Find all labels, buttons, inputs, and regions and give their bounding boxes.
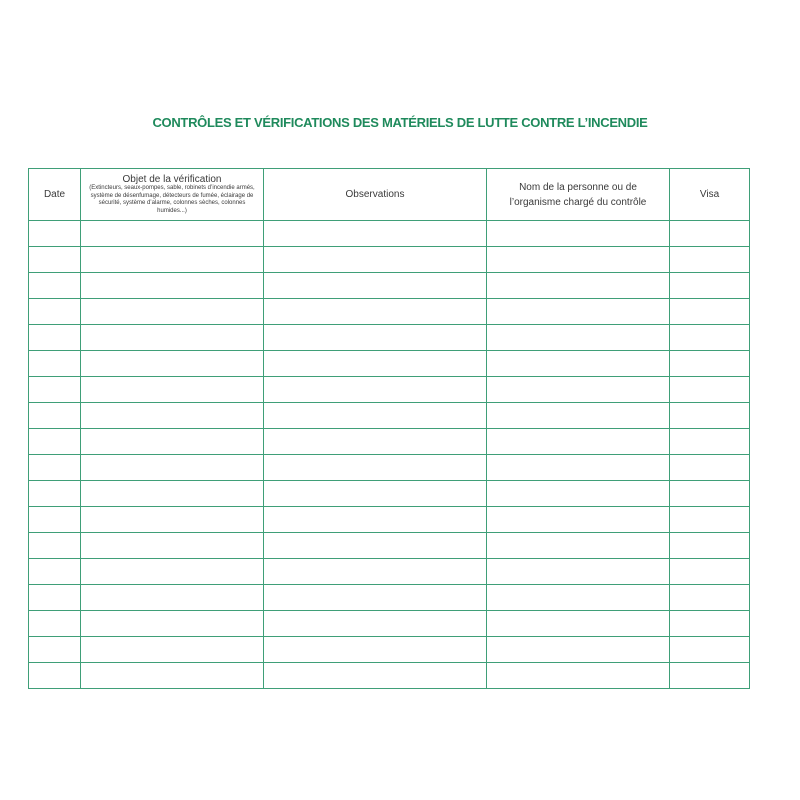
cell-observations[interactable] — [264, 273, 487, 299]
cell-objet[interactable] — [81, 299, 264, 325]
table-row — [29, 299, 750, 325]
table-row — [29, 663, 750, 689]
cell-nom[interactable] — [487, 507, 670, 533]
header-visa: Visa — [670, 169, 750, 221]
table-row — [29, 325, 750, 351]
table-header-row — [29, 169, 750, 221]
cell-date[interactable] — [29, 429, 81, 455]
table-row — [29, 481, 750, 507]
cell-date[interactable] — [29, 273, 81, 299]
header-nom-label: Nom de la personne ou de l’organisme chargé du contrôle — [509, 181, 647, 208]
cell-observations[interactable] — [264, 611, 487, 637]
table-row — [29, 429, 750, 455]
cell-date[interactable] — [29, 663, 81, 689]
header-objet-detail: (Extincteurs, seaux-pompes, sable, robinets d’incendie armés, système de désenfumage, détecteurs de fumée, éclairage de sécurité, système d’alarme, colonnes sèches, colonnes humides...) — [89, 185, 255, 214]
cell-nom[interactable] — [487, 533, 670, 559]
cell-date[interactable] — [29, 585, 81, 611]
cell-observations[interactable] — [264, 351, 487, 377]
table-row — [29, 533, 750, 559]
cell-objet[interactable] — [81, 455, 264, 481]
cell-objet[interactable] — [81, 507, 264, 533]
cell-observations[interactable] — [264, 299, 487, 325]
cell-nom[interactable] — [487, 481, 670, 507]
cell-date[interactable] — [29, 637, 81, 663]
cell-objet[interactable] — [81, 325, 264, 351]
table-row — [29, 507, 750, 533]
table-row — [29, 559, 750, 585]
cell-visa[interactable] — [670, 637, 750, 663]
cell-observations[interactable] — [264, 325, 487, 351]
cell-visa[interactable] — [670, 325, 750, 351]
cell-date[interactable] — [29, 221, 81, 247]
cell-objet[interactable] — [81, 273, 264, 299]
cell-date[interactable] — [29, 507, 81, 533]
cell-date[interactable] — [29, 247, 81, 273]
cell-nom[interactable] — [487, 455, 670, 481]
table-row — [29, 351, 750, 377]
cell-observations[interactable] — [264, 533, 487, 559]
cell-nom[interactable] — [487, 637, 670, 663]
cell-objet[interactable] — [81, 247, 264, 273]
cell-objet[interactable] — [81, 637, 264, 663]
cell-visa[interactable] — [670, 481, 750, 507]
cell-objet[interactable] — [81, 663, 264, 689]
header-nom — [487, 169, 670, 221]
cell-objet[interactable] — [81, 221, 264, 247]
cell-observations[interactable] — [264, 247, 487, 273]
cell-nom[interactable] — [487, 403, 670, 429]
cell-visa[interactable] — [670, 351, 750, 377]
cell-observations[interactable] — [264, 221, 487, 247]
cell-observations[interactable] — [264, 507, 487, 533]
cell-visa[interactable] — [670, 455, 750, 481]
cell-date[interactable] — [29, 455, 81, 481]
table-row — [29, 637, 750, 663]
cell-nom[interactable] — [487, 351, 670, 377]
cell-observations[interactable] — [264, 559, 487, 585]
cell-nom[interactable] — [487, 299, 670, 325]
cell-visa[interactable] — [670, 273, 750, 299]
cell-objet[interactable] — [81, 403, 264, 429]
cell-date[interactable] — [29, 559, 81, 585]
cell-nom[interactable] — [487, 377, 670, 403]
table-row — [29, 221, 750, 247]
cell-date[interactable] — [29, 377, 81, 403]
cell-nom[interactable] — [487, 663, 670, 689]
header-date: Date — [29, 169, 81, 221]
cell-nom[interactable] — [487, 559, 670, 585]
cell-date[interactable] — [29, 611, 81, 637]
cell-objet[interactable] — [81, 351, 264, 377]
cell-observations[interactable] — [264, 663, 487, 689]
cell-nom[interactable] — [487, 429, 670, 455]
cell-visa[interactable] — [670, 247, 750, 273]
cell-objet[interactable] — [81, 377, 264, 403]
cell-observations[interactable] — [264, 429, 487, 455]
inspection-register-table — [28, 168, 750, 689]
table-body — [29, 221, 750, 689]
cell-visa[interactable] — [670, 559, 750, 585]
cell-date[interactable] — [29, 533, 81, 559]
cell-nom[interactable] — [487, 585, 670, 611]
cell-objet[interactable] — [81, 429, 264, 455]
cell-date[interactable] — [29, 325, 81, 351]
cell-visa[interactable] — [670, 663, 750, 689]
cell-objet[interactable] — [81, 611, 264, 637]
header-objet — [81, 169, 264, 221]
cell-objet[interactable] — [81, 585, 264, 611]
table-row — [29, 273, 750, 299]
cell-visa[interactable] — [670, 299, 750, 325]
cell-date[interactable] — [29, 481, 81, 507]
cell-date[interactable] — [29, 403, 81, 429]
cell-visa[interactable] — [670, 377, 750, 403]
cell-visa[interactable] — [670, 429, 750, 455]
cell-date[interactable] — [29, 351, 81, 377]
cell-observations[interactable] — [264, 585, 487, 611]
cell-nom[interactable] — [487, 273, 670, 299]
cell-visa[interactable] — [670, 221, 750, 247]
cell-objet[interactable] — [81, 533, 264, 559]
cell-observations[interactable] — [264, 403, 487, 429]
cell-visa[interactable] — [670, 507, 750, 533]
header-observations: Observations — [264, 169, 487, 221]
cell-observations[interactable] — [264, 481, 487, 507]
table-row — [29, 403, 750, 429]
cell-date[interactable] — [29, 299, 81, 325]
cell-nom[interactable] — [487, 611, 670, 637]
cell-nom[interactable] — [487, 247, 670, 273]
cell-nom[interactable] — [487, 325, 670, 351]
cell-nom[interactable] — [487, 221, 670, 247]
table-row — [29, 611, 750, 637]
table-row — [29, 247, 750, 273]
cell-visa[interactable] — [670, 403, 750, 429]
cell-observations[interactable] — [264, 455, 487, 481]
table-row — [29, 377, 750, 403]
table-row — [29, 585, 750, 611]
cell-visa[interactable] — [670, 611, 750, 637]
cell-objet[interactable] — [81, 481, 264, 507]
cell-visa[interactable] — [670, 585, 750, 611]
cell-observations[interactable] — [264, 637, 487, 663]
document-title: CONTRÔLES ET VÉRIFICATIONS DES MATÉRIELS DE LUTTE CONTRE L’INCENDIE — [152, 115, 648, 130]
cell-objet[interactable] — [81, 559, 264, 585]
table-row — [29, 455, 750, 481]
cell-visa[interactable] — [670, 533, 750, 559]
header-objet-title: Objet de la vérification — [122, 174, 222, 185]
cell-observations[interactable] — [264, 377, 487, 403]
